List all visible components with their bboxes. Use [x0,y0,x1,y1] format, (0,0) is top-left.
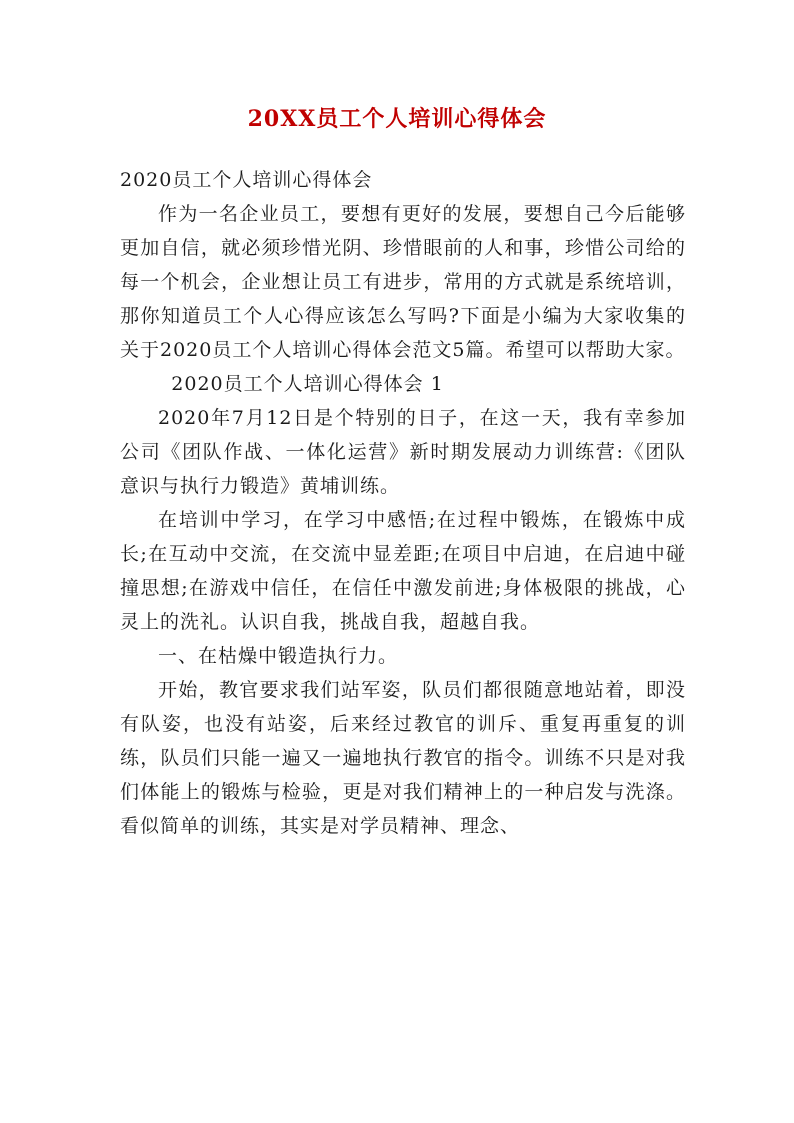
subsection-heading: 一、在枯燥中锻造执行力。 [158,645,399,667]
section-heading: 2020员工个人培训心得体会 1 [171,373,444,395]
intro-heading: 2020员工个人培训心得体会 [120,169,373,191]
intro-paragraph: 作为一名企业员工，要想有更好的发展，要想自己今后能够更加自信，就必须珍惜光阴、珍惜眼前的人和事，珍惜公司给的每一个机会，企业想让员工有进步，常用的方式就是系统培训，那你知道员工个人心得应该怎么写吗?下面是小编为大家收集的关于2020员工个人培训心得体会范文5篇。希望可以帮助大家。 [120,203,686,361]
document-title: 20XX员工个人培训心得体会 [247,106,547,132]
body-paragraph: 开始，教官要求我们站军姿，队员们都很随意地站着，即没有队姿，也没有站姿，后来经过教官的训斥、重复再重复的训练，队员们只能一遍又一遍地执行教官的指令。训练不只是对我们体能上的锻炼与检验，更是对我们精神上的一种启发与洗涤。看似简单的训练，其实是对学员精神、理念、 [120,679,686,837]
document-body [120,163,686,843]
body-paragraph: 2020年7月12日是个特别的日子，在这一天，我有幸参加公司《团队作战、一体化运营》新时期发展动力训练营:《团队意识与执行力锻造》黄埔训练。 [120,407,686,497]
body-paragraph: 在培训中学习，在学习中感悟;在过程中锻炼，在锻炼中成长;在互动中交流，在交流中显差距;在项目中启迪，在启迪中碰撞思想;在游戏中信任，在信任中激发前进;身体极限的挑战，心灵上的洗礼。认识自我，挑战自我，超越自我。 [120,509,686,633]
